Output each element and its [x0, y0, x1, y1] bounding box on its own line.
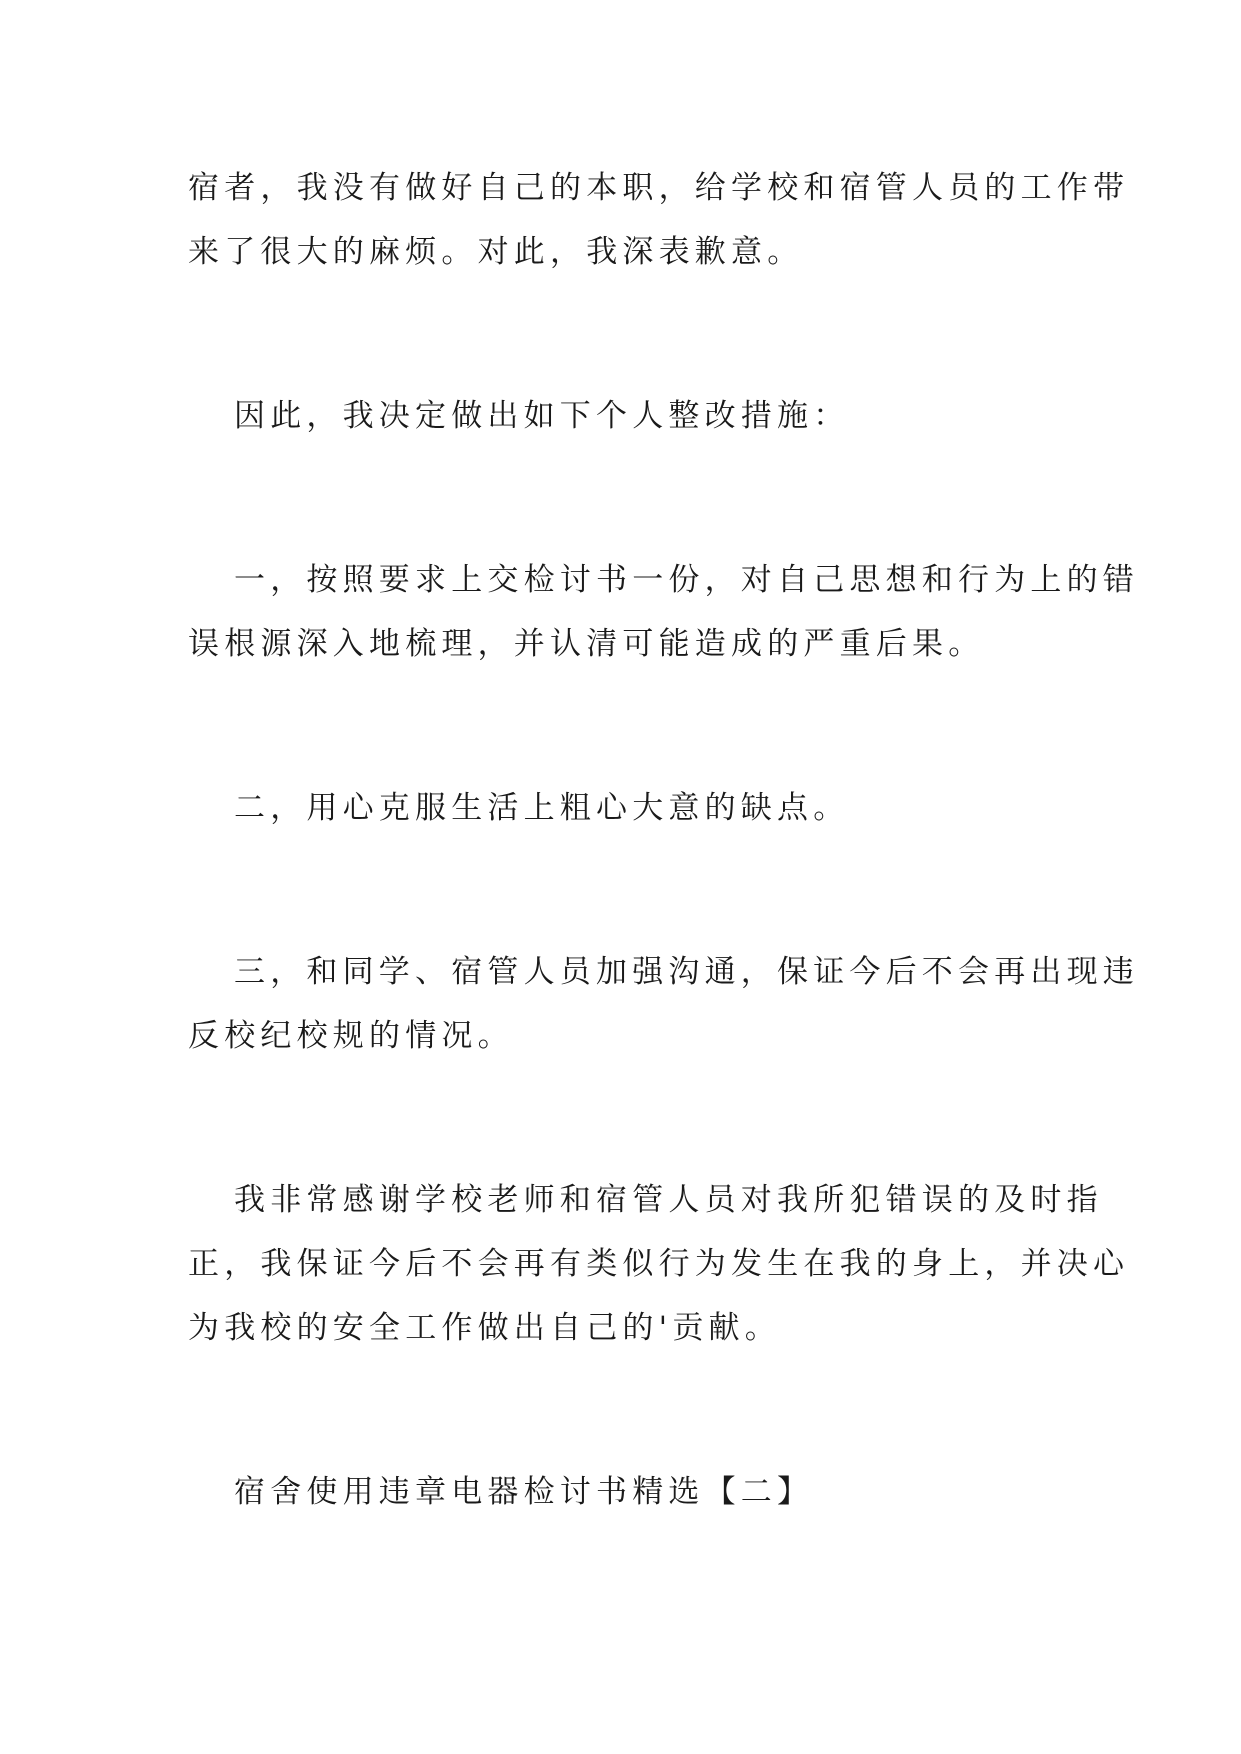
- paragraph-5-line-1: 三，和同学、宿管人员加强沟通，保证今后不会再出现违: [234, 954, 1139, 990]
- paragraph-4-line-1: 二，用心克服生活上粗心大意的缺点。: [234, 790, 850, 826]
- section-heading: 宿舍使用违章电器检讨书精选【二】: [234, 1474, 814, 1510]
- paragraph-6-line-2: 正，我保证今后不会再有类似行为发生在我的身上，并决心: [188, 1246, 1130, 1282]
- paragraph-3-line-1: 一，按照要求上交检讨书一份，对自己思想和行为上的错: [234, 562, 1139, 598]
- paragraph-1-line-2: 来了很大的麻烦。对此，我深表歉意。: [188, 234, 804, 270]
- paragraph-6-line-3: 为我校的安全工作做出自己的'贡献。: [188, 1310, 781, 1346]
- paragraph-5-line-2: 反校纪校规的情况。: [188, 1018, 514, 1054]
- paragraph-6-line-1: 我非常感谢学校老师和宿管人员对我所犯错误的及时指: [234, 1182, 1103, 1218]
- paragraph-3-line-2: 误根源深入地梳理，并认清可能造成的严重后果。: [188, 626, 985, 662]
- paragraph-1-line-1: 宿者，我没有做好自己的本职，给学校和宿管人员的工作带: [188, 170, 1130, 206]
- paragraph-2-line-1: 因此，我决定做出如下个人整改措施：: [234, 398, 850, 434]
